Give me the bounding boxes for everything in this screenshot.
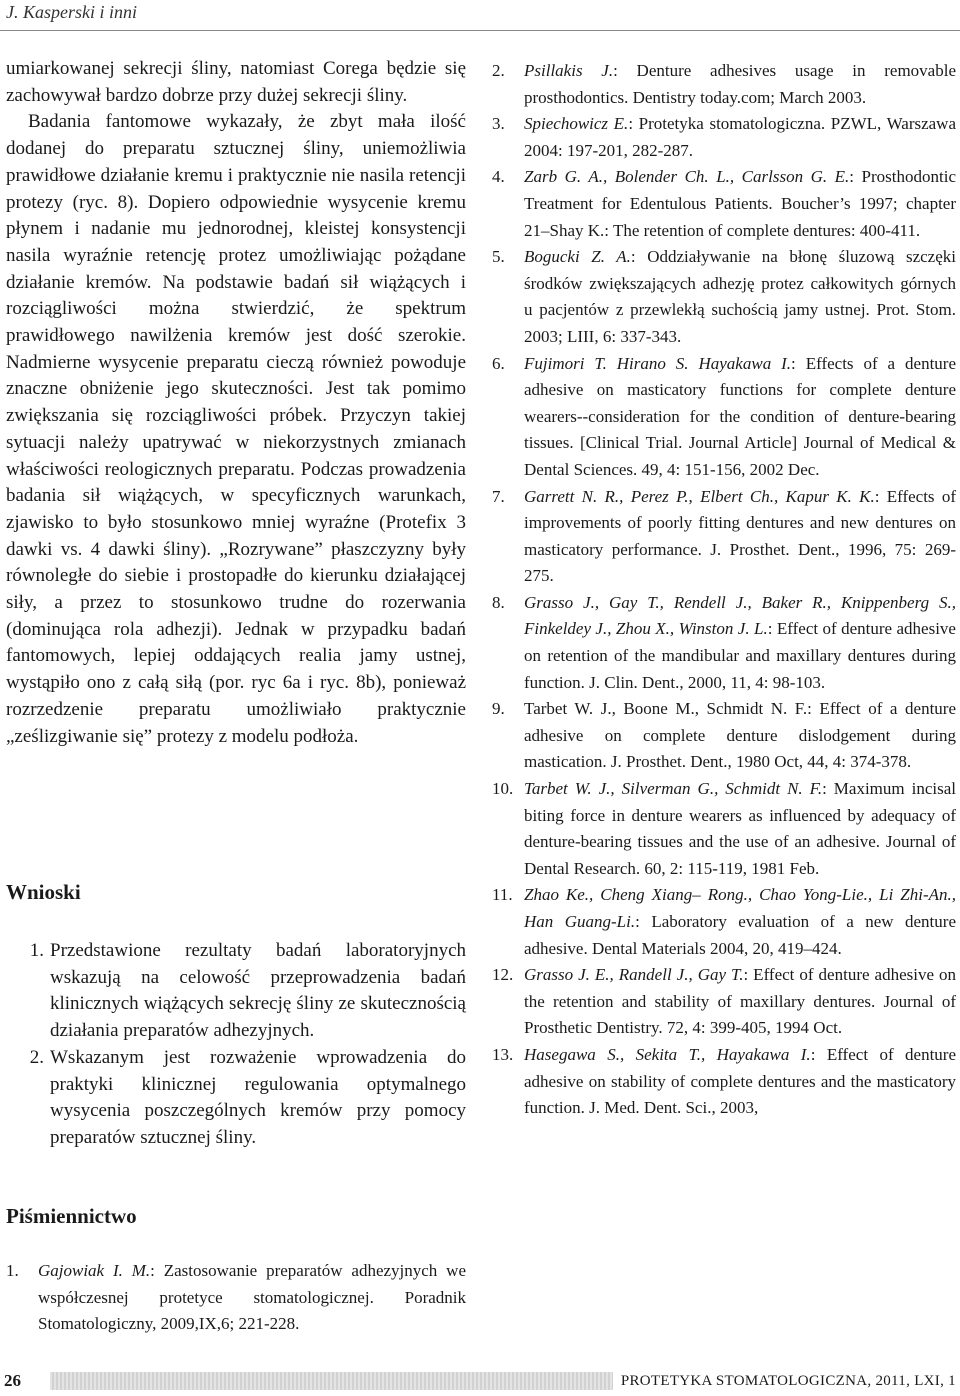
reference-body: : Maximum incisal biting force in denture wearers as influenced by adequacy of denture-bearing tissues and the use of an adhesive. Journal of Dental Research. 60, 2: 115-119, 1981 Feb. bbox=[524, 779, 956, 878]
conclusions-heading: Wnioski bbox=[6, 880, 81, 904]
reference-body: : Effects of improvements of poorly fitting dentures and new dentures on masticatory performance. J. Prosthet. Dent., 1996, 75: 269-275. bbox=[524, 486, 956, 586]
reference-body: : Denture adhesives usage in removable prosthodontics. Dentistry today.com; March 2003. bbox=[524, 61, 956, 107]
conclusion-text: Przedstawione rezultaty badań laboratoryjnych wskazują na celowość przeprowadzenia badań klinicznych wiążących sekrecję śliny ze skutecznością działania preparatów adhezyjnych. bbox=[50, 940, 466, 1042]
reference-body: : Effect of denture adhesive on the retention and stability of maxillary dentures. Journal of Prosthetic Dentistry. 72, 4: 399-405, 1994 Oct. bbox=[524, 965, 956, 1038]
reference-authors: Grasso J., Gay T., Rendell J., Baker R., Knippenberg S., Finkeldey J., Zhou X., Winston J. L. bbox=[524, 592, 956, 639]
reference-authors: Hasegawa S., Sekita T., Hayakawa I. bbox=[524, 1044, 811, 1064]
reference-authors: Gajowiak I. M. bbox=[38, 1261, 151, 1280]
reference-item bbox=[492, 696, 956, 776]
reference-number: 9. bbox=[492, 699, 505, 719]
reference-text bbox=[524, 58, 956, 111]
reference-authors: Zhao Ke., Cheng Xiang– Rong., Chao Yong-Lie., Li Zhi-An., Han Guang-Li. bbox=[524, 885, 956, 931]
reference-item bbox=[492, 1042, 956, 1122]
reference-body: : Laboratory evaluation of a new denture adhesive. Dental Materials 2004, 20, 419–424. bbox=[524, 912, 956, 958]
reference-number: 8. bbox=[492, 592, 505, 612]
running-header: J. Kasperski i inni bbox=[6, 2, 137, 22]
conclusion-item bbox=[6, 1045, 466, 1152]
reference-body: : Effect of denture adhesive on stability of complete dentures and the masticatory function. J. Med. Dent. Sci., 2003, bbox=[524, 1044, 956, 1118]
reference-body: : Effect of denture adhesive on retention of the mandibular and maxillary dentures during function. J. Clin. Dent., 2000, 11, 4: 98-103. bbox=[524, 619, 956, 692]
right-column-references bbox=[492, 58, 956, 1122]
reference-text bbox=[524, 111, 956, 164]
left-column-body bbox=[6, 56, 466, 750]
references-heading: Piśmiennictwo bbox=[6, 1204, 137, 1228]
reference-number: 7. bbox=[492, 486, 505, 506]
reference-item bbox=[492, 776, 956, 882]
reference-item bbox=[492, 882, 956, 962]
reference-item bbox=[492, 111, 956, 164]
reference-authors: Bogucki Z. A. bbox=[524, 247, 631, 267]
reference-number: 2. bbox=[492, 61, 505, 80]
references-list-left bbox=[6, 1258, 466, 1338]
conclusion-number: 2. bbox=[29, 1046, 44, 1068]
reference-authors: Garrett N. R., Perez P., Elbert Ch., Kapur K. K. bbox=[524, 486, 875, 506]
reference-number: 10. bbox=[492, 779, 514, 799]
body-paragraph: umiarkowanej sekrecji śliny, natomiast Corega będzie się zachowywał bardzo dobrze przy dużej sekrecji śliny. bbox=[6, 58, 466, 106]
reference-text bbox=[524, 962, 956, 1042]
conclusions-list bbox=[6, 938, 466, 1152]
reference-body: Tarbet W. J., Boone M., Schmidt N. F.: Effect of a denture adhesive on complete denture dislodgement during mastication. J. Prosthet. Dent., 1980 Oct, 44, 4: 374-378. bbox=[524, 699, 956, 772]
reference-number: 4. bbox=[492, 167, 505, 187]
reference-text bbox=[524, 590, 956, 696]
reference-number: 5. bbox=[492, 247, 505, 267]
reference-number: 11. bbox=[492, 885, 513, 905]
reference-text bbox=[524, 882, 956, 962]
reference-authors: Grasso J. E., Randell J., Gay T. bbox=[524, 965, 744, 985]
page-number: 26 bbox=[0, 1372, 50, 1390]
references-list-right bbox=[492, 58, 956, 1122]
reference-authors: Psillakis J. bbox=[524, 61, 614, 80]
reference-number: 12. bbox=[492, 965, 514, 985]
body-paragraph: Badania fantomowe wykazały, że zbyt mała ilość dodanej do preparatu sztucznej śliny, uniemożliwia prawidłowe działanie kremu i praktycznie nie nasila retencji protezy (ryc. 8). Dopiero odpowiednie wysycenie kremu płynem i nadanie mu jednorodnej, kleistej konsystencji nasila wyraźnie retencję protez umożliwiając pożądane działanie kremów. Na podstawie badań sił wiążących i rozciągliwości można stwierdzić, że spektrum prawidłowego nawilżenia kremów jest dość szerokie. Nadmierne wysycenie preparatu cieczą również powoduje znaczne obniżenie jego skuteczności. Jest tak pomimo zwiększania się rozciągliwości próbek. Przyczyn takiej sytuacji należy upatrywać w niekorzystnych zmianach właściwości reologicznych preparatu. Podczas prowadzenia badania sił wiążących, w specyficznych warunkach, zjawisko to było stosunkowo mniej wyraźne (Protefix 3 dawki vs. 4 dawki śliny). „Rozrywane” płaszczyzny były równoległe do siebie i prostopadłe do kierunku działającej siły, a przez to stosunkowo trudne do rozerwania (dominująca rola adhezji). Jednak w przypadku badań fantomowych, lepiej oddających realia jamy ustnej, wystąpiło ono z całą siłą (por. ryc 6a i ryc. 8b), ponieważ rozrzedzenie preparatu umożliwiało praktycznie „ześlizgiwanie się” protezy z modelu podłoża. bbox=[6, 111, 466, 747]
reference-authors: Fujimori T. Hirano S. Hayakawa I. bbox=[524, 353, 792, 373]
reference-text bbox=[524, 351, 956, 484]
reference-item bbox=[492, 484, 956, 590]
journal-footer: PROTETYKA STOMATOLOGICZNA, 2011, LXI, 1 bbox=[613, 1372, 960, 1390]
reference-text bbox=[524, 244, 956, 350]
reference-authors: Zarb G. A., Bolender Ch. L., Carlsson G. E. bbox=[524, 167, 850, 187]
reference-body: : Protetyka stomatologiczna. PZWL, Warszawa 2004: 197-201, 282-287. bbox=[524, 114, 957, 160]
reference-item bbox=[492, 164, 956, 244]
reference-body: : Prosthodontic Treatment for Edentulous Patients. Boucher’s 1997; chapter 21–Shay K.: The retention of complete dentures: 400-411. bbox=[524, 167, 956, 240]
reference-body: : Effects of a denture adhesive on masticatory functions for complete denture wearers--consideration for the condition of denture-bearing tissues. [Clinical Trial. Journal Article] Journal of Medical & Dental Sciences. 49, 4: 151-156, 2002 Dec. bbox=[524, 353, 957, 479]
reference-text bbox=[524, 1042, 956, 1122]
reference-authors: Spiechowicz E. bbox=[524, 114, 629, 134]
reference-text bbox=[524, 776, 956, 882]
reference-authors: Tarbet W. J., Silverman G., Schmidt N. F. bbox=[524, 779, 823, 799]
reference-body: : Oddziaływanie na błonę śluzową szczęki środków zwiększających adhezję protez całkowitych górnych u pacjentów z przewlekłą suchością jamy ustnej. Prot. Stom. 2003; LIII, 6: 337-343. bbox=[524, 247, 956, 346]
reference-item bbox=[492, 58, 956, 111]
header-rule bbox=[0, 30, 960, 31]
reference-body: : Zastosowanie preparatów adhezyjnych we współczesnej protetyce stomatologicznej. Poradnik Stomatologiczny, 2009,IX,6; 221-228. bbox=[38, 1261, 466, 1334]
conclusion-item bbox=[6, 938, 466, 1045]
reference-text bbox=[524, 164, 956, 244]
reference-number: 13. bbox=[492, 1044, 514, 1064]
reference-text bbox=[38, 1258, 466, 1338]
reference-item bbox=[492, 244, 956, 350]
conclusion-text: Wskazanym jest rozważenie wprowadzenia do praktyki klinicznej regulowania optymalnego wysycenia poszczególnych kremów przy pomocy preparatów sztucznej śliny. bbox=[50, 1046, 466, 1148]
reference-item bbox=[492, 590, 956, 696]
reference-number: 6. bbox=[492, 353, 505, 373]
reference-number: 1. bbox=[6, 1261, 19, 1280]
reference-item bbox=[6, 1258, 466, 1338]
reference-item bbox=[492, 962, 956, 1042]
conclusion-number: 1. bbox=[29, 940, 44, 961]
reference-text bbox=[524, 484, 956, 590]
reference-number: 3. bbox=[492, 114, 505, 134]
reference-text bbox=[524, 696, 956, 776]
reference-item bbox=[492, 351, 956, 484]
